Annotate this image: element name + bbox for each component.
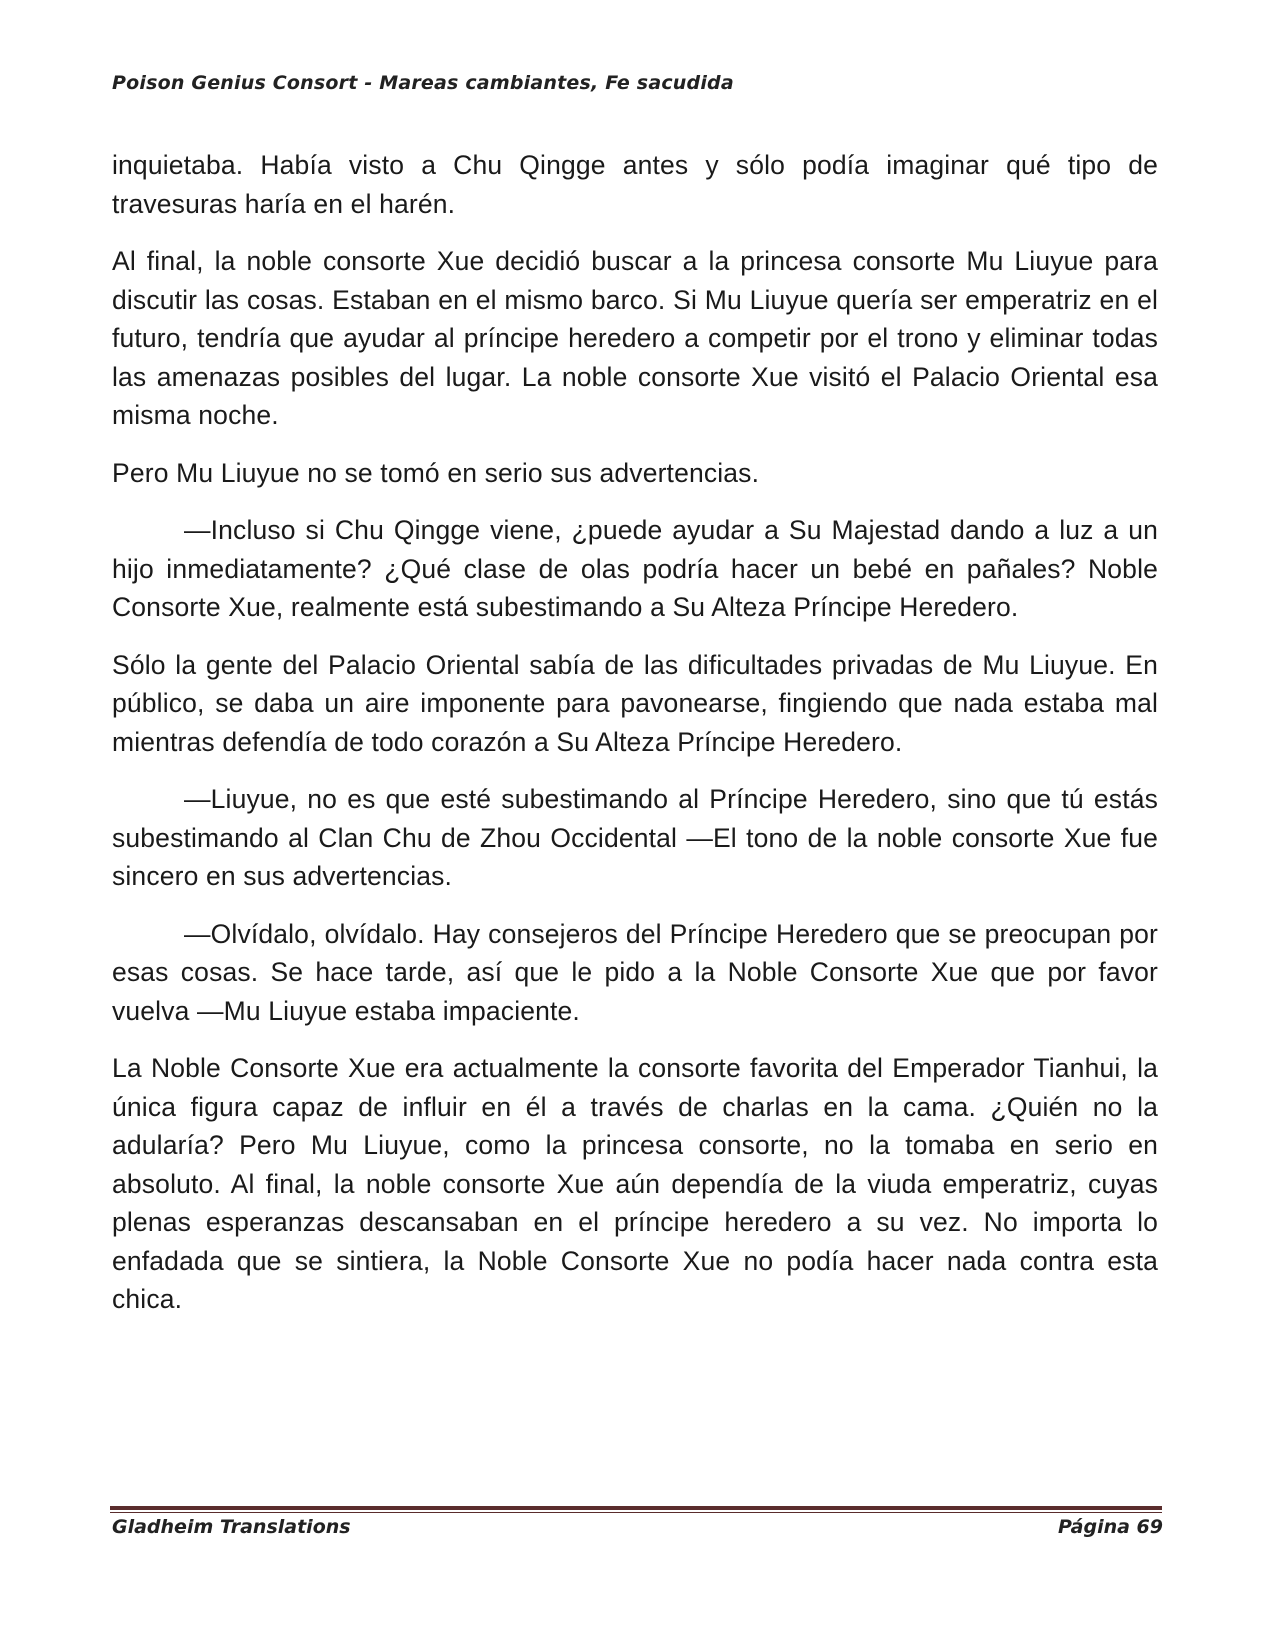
footer-publisher: Gladheim Translations (112, 1516, 351, 1538)
paragraph-4: —Incluso si Chu Qingge viene, ¿puede ayudar a Su Majestad dando a luz a un hijo inmediatamente? ¿Qué clase de olas podría hacer un bebé en pañales? Noble Consorte Xue, realmente está subestimando a Su Alteza Príncipe Heredero. (112, 515, 1158, 622)
footer-page-number: Página 69 (1057, 1516, 1163, 1538)
paragraph-7: —Olvídalo, olvídalo. Hay consejeros del Príncipe Heredero que se preocupan por esas cosas. Se hace tarde, así que le pido a la Noble Consorte Xue que por favor vuelva —Mu Liuyue estaba impaciente. (112, 918, 1158, 1026)
body-text (112, 146, 1158, 1338)
page-header: Poison Genius Consort - Mareas cambiantes, Fe sacudida (112, 72, 734, 94)
paragraph-5: Sólo la gente del Palacio Oriental sabía de las dificultades privadas de Mu Liuyue. En público, se daba un aire imponente para pavonearse, fingiendo que nada estaba mal mientras defendía de todo corazón a Su Alteza Príncipe Heredero. (112, 649, 1158, 757)
paragraph-1: inquietaba. Había visto a Chu Qingge antes y sólo podía imaginar qué tipo de travesuras haría en el harén. (112, 150, 1158, 219)
paragraph-3: Pero Mu Liuyue no se tomó en serio sus advertencias. (112, 457, 760, 488)
paragraph-2: Al final, la noble consorte Xue decidió buscar a la princesa consorte Mu Liuyue para discutir las cosas. Estaban en el mismo barco. Si Mu Liuyue quería ser emperatriz en el futuro, tendría que ayudar al príncipe heredero a competir por el trono y eliminar todas las amenazas posibles del lugar. La noble consorte Xue visitó el Palacio Oriental esa misma noche. (112, 246, 1158, 430)
footer-divider (110, 1506, 1162, 1513)
paragraph-8: La Noble Consorte Xue era actualmente la consorte favorita del Emperador Tianhui, la única figura capaz de influir en él a través de charlas en la cama. ¿Quién no la adularía? Pero Mu Liuyue, como la princesa consorte, no la tomaba en serio en absoluto. Al final, la noble consorte Xue aún dependía de la viuda emperatriz, cuyas plenas esperanzas descansaban en el príncipe heredero a su vez. No importa lo enfadada que se sintiera, la Noble Consorte Xue no podía hacer nada contra esta chica. (112, 1053, 1158, 1314)
paragraph-6: —Liuyue, no es que esté subestimando al Príncipe Heredero, sino que tú estás subestimando al Clan Chu de Zhou Occidental —El tono de la noble consorte Xue fue sincero en sus advertencias. (112, 784, 1158, 891)
